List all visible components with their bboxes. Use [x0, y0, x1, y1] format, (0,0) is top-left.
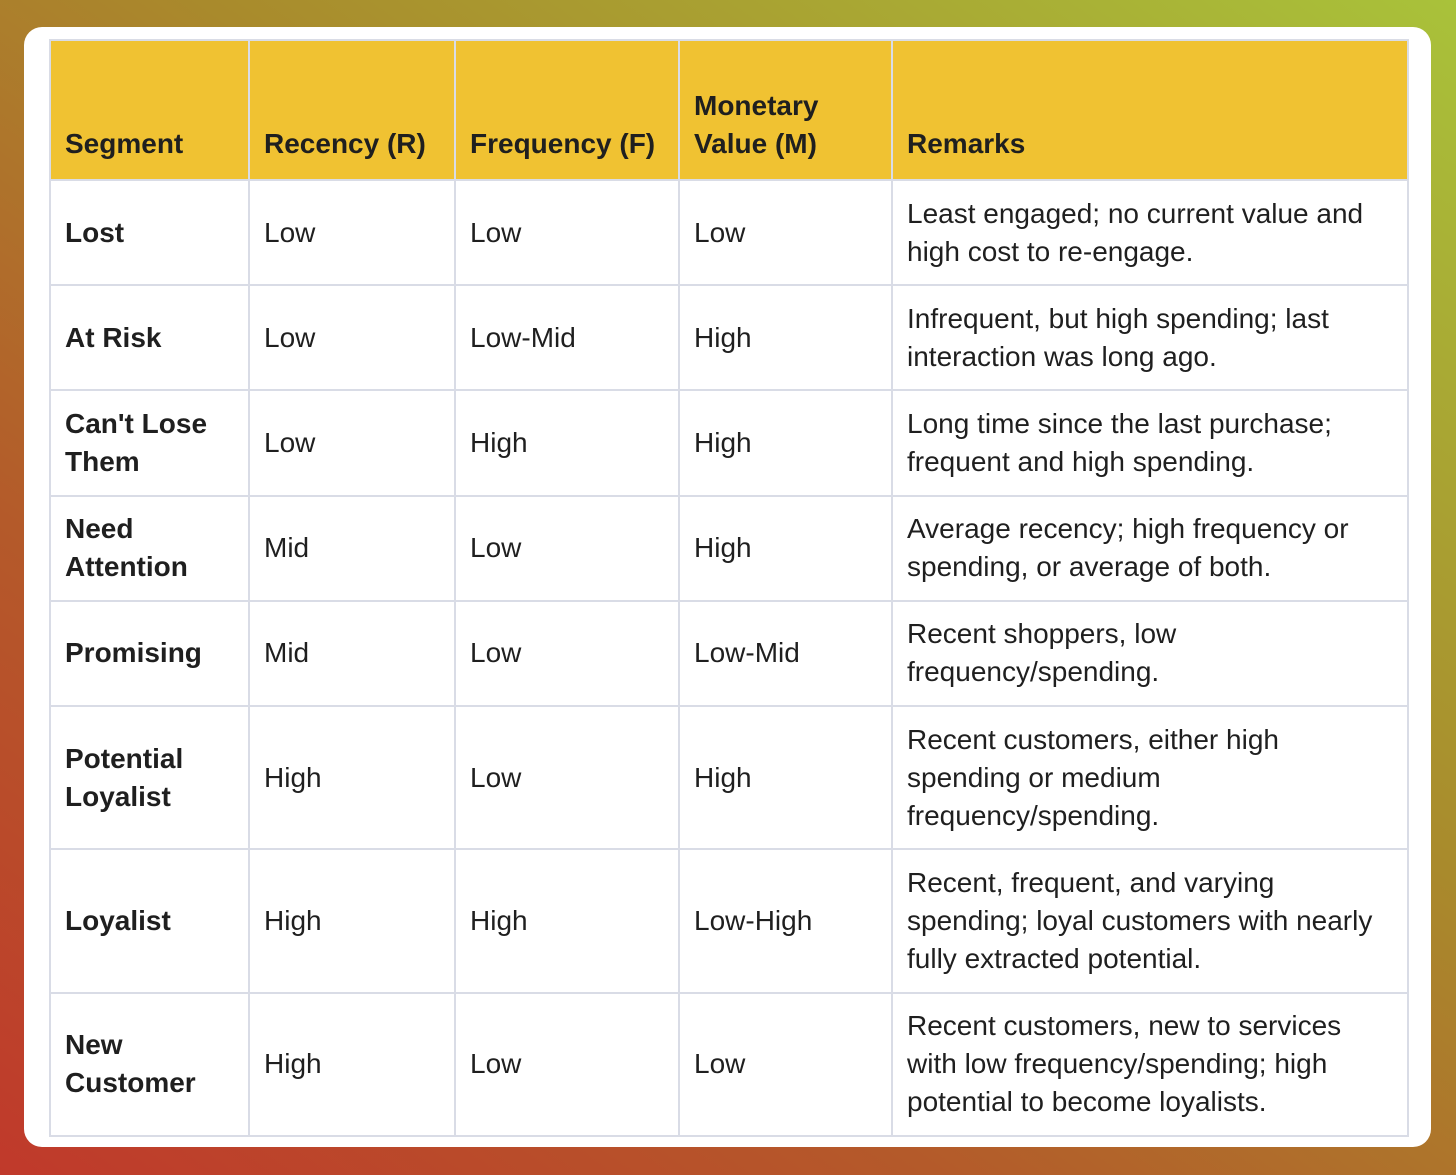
- cell-frequency: Low-Mid: [455, 285, 679, 390]
- cell-frequency: Low: [455, 993, 679, 1136]
- cell-frequency: High: [455, 390, 679, 495]
- cell-segment: At Risk: [50, 285, 249, 390]
- cell-frequency: Low: [455, 496, 679, 601]
- cell-monetary: Low: [679, 993, 892, 1136]
- cell-remarks: Long time since the last purchase; frequent and high spending.: [892, 390, 1408, 495]
- cell-segment: Promising: [50, 601, 249, 706]
- header-segment: Segment: [50, 40, 249, 180]
- table-row: [50, 180, 1408, 285]
- cell-frequency: Low: [455, 706, 679, 849]
- cell-monetary: High: [679, 285, 892, 390]
- table-row: [50, 496, 1408, 601]
- cell-monetary: High: [679, 390, 892, 495]
- cell-monetary: High: [679, 706, 892, 849]
- table-row: [50, 390, 1408, 495]
- cell-remarks: Recent customers, either high spending or medium frequency/spending.: [892, 706, 1408, 849]
- header-remarks: Remarks: [892, 40, 1408, 180]
- cell-recency: High: [249, 993, 455, 1136]
- cell-recency: Low: [249, 285, 455, 390]
- cell-remarks: Recent customers, new to services with low frequency/spending; high potential to become loyalists.: [892, 993, 1408, 1136]
- table-row: [50, 993, 1408, 1136]
- cell-segment: Need Attention: [50, 496, 249, 601]
- cell-monetary: Low: [679, 180, 892, 285]
- table-row: [50, 601, 1408, 706]
- cell-recency: Low: [249, 180, 455, 285]
- header-recency: Recency (R): [249, 40, 455, 180]
- cell-monetary: Low-Mid: [679, 601, 892, 706]
- rfm-segment-table: [49, 39, 1409, 1137]
- table-row: [50, 285, 1408, 390]
- cell-remarks: Recent shoppers, low frequency/spending.: [892, 601, 1408, 706]
- cell-remarks: Infrequent, but high spending; last interaction was long ago.: [892, 285, 1408, 390]
- cell-segment: Potential Loyalist: [50, 706, 249, 849]
- cell-recency: High: [249, 706, 455, 849]
- table-header-row: [50, 40, 1408, 180]
- cell-segment: Loyalist: [50, 849, 249, 992]
- cell-monetary: Low-High: [679, 849, 892, 992]
- cell-recency: Mid: [249, 601, 455, 706]
- cell-segment: New Customer: [50, 993, 249, 1136]
- cell-recency: Low: [249, 390, 455, 495]
- cell-remarks: Recent, frequent, and varying spending; loyal customers with nearly fully extracted potential.: [892, 849, 1408, 992]
- cell-segment: Can't Lose Them: [50, 390, 249, 495]
- cell-remarks: Average recency; high frequency or spending, or average of both.: [892, 496, 1408, 601]
- cell-frequency: Low: [455, 601, 679, 706]
- table-card: [24, 27, 1431, 1147]
- header-frequency: Frequency (F): [455, 40, 679, 180]
- cell-remarks: Least engaged; no current value and high cost to re-engage.: [892, 180, 1408, 285]
- cell-frequency: Low: [455, 180, 679, 285]
- cell-monetary: High: [679, 496, 892, 601]
- cell-recency: High: [249, 849, 455, 992]
- cell-recency: Mid: [249, 496, 455, 601]
- table-row: [50, 706, 1408, 849]
- header-monetary-value: Monetary Value (M): [679, 40, 892, 180]
- cell-frequency: High: [455, 849, 679, 992]
- cell-segment: Lost: [50, 180, 249, 285]
- table-row: [50, 849, 1408, 992]
